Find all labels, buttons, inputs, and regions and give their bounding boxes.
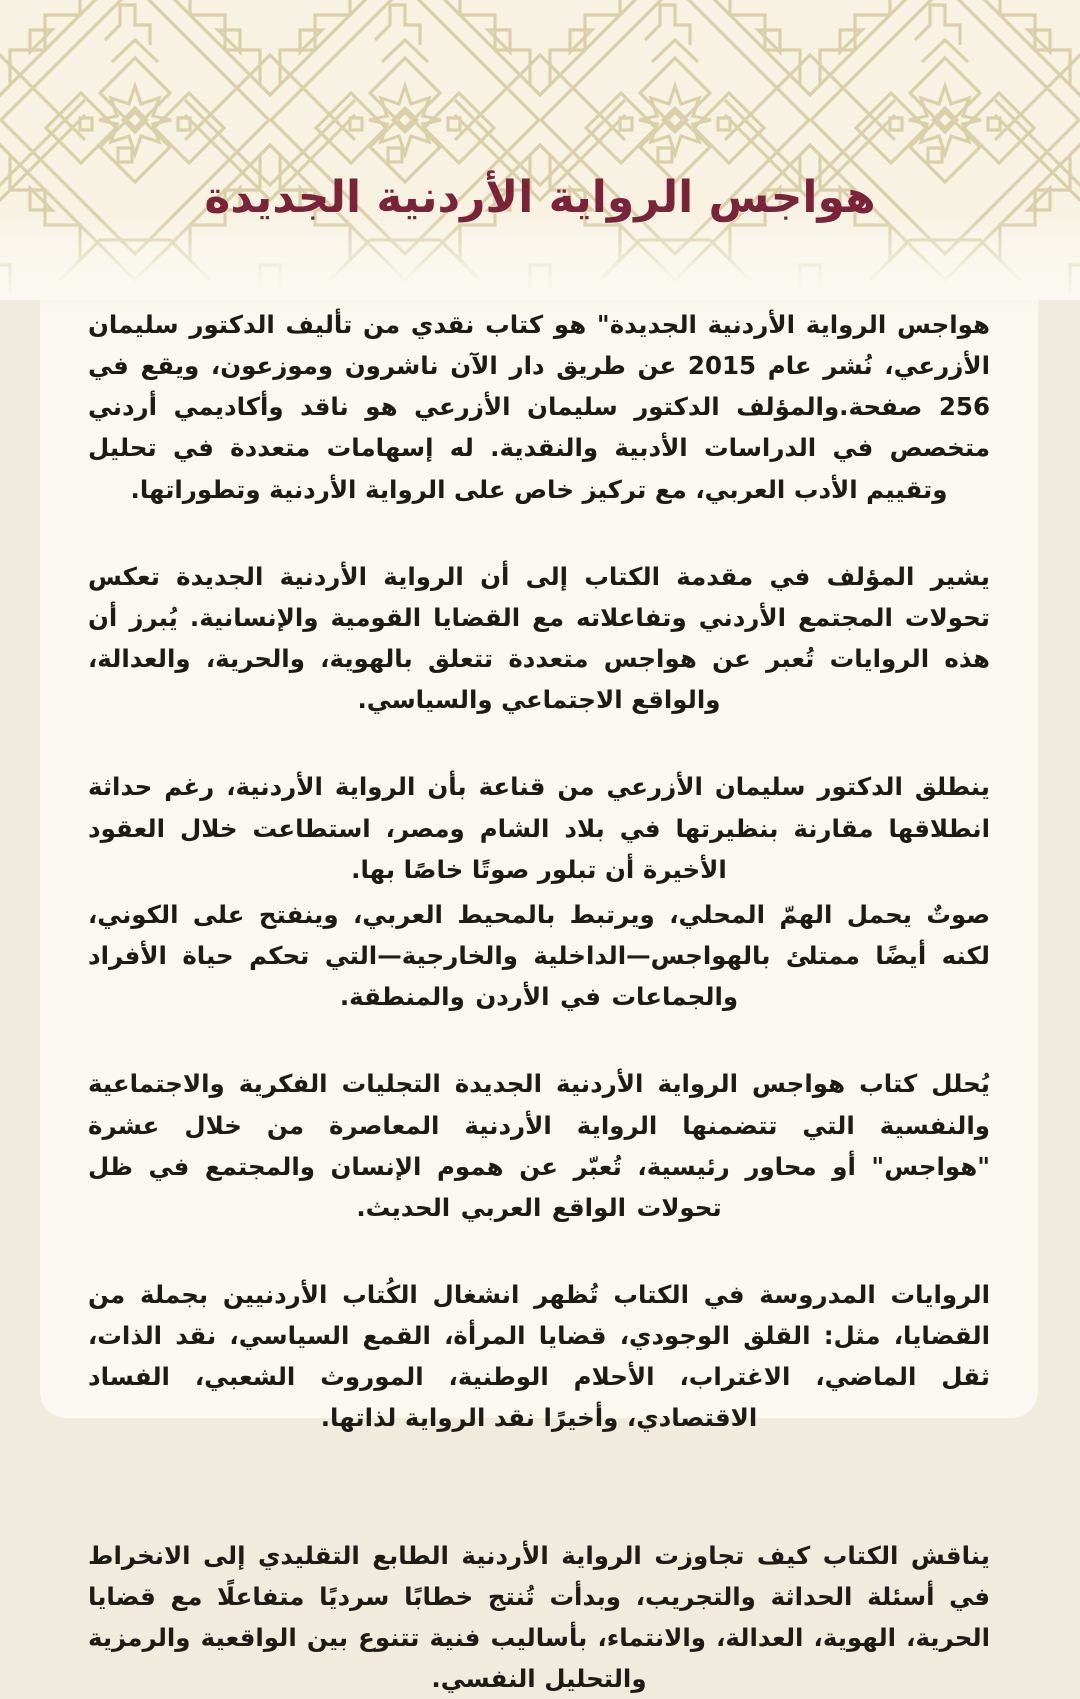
page-title: هواجس الرواية الأردنية الجديدة <box>204 172 876 223</box>
paragraph-3b: صوتٌ يحمل الهمّ المحلي، ويرتبط بالمحيط العربي، وينفتح على الكوني، لكنه أيضًا ممتلئ بالهواجس—الداخلية والخارجية—التي تحكم حياة الأفراد والجماعات في الأردن والمنطقة. <box>88 899 990 1012</box>
paragraph-6: يناقش الكتاب كيف تجاوزت الرواية الأردنية الطابع التقليدي إلى الانخراط في أسئلة الحداثة والتجريب، وبدأت تُنتج خطابًا سرديًا متفاعلًا مع قضايا الحرية، الهوية، العدالة، والانتماء، بأساليب فنية تتنوع بين الواقعية والرمزية والتحليل النفسي. <box>88 1540 990 1694</box>
paragraph-4: يُحلل كتاب هواجس الرواية الأردنية الجديدة التجليات الفكرية والاجتماعية والنفسية التي تتضمنها الرواية الأردنية المعاصرة من خلال عشرة "هواجس" أو محاور رئيسية، تُعبّر عن هموم الإنسان والمجتمع في ظل تحولات الواقع العربي الحديث. <box>88 1069 990 1222</box>
paragraph-2: يشير المؤلف في مقدمة الكتاب إلى أن الرواية الأردنية الجديدة تعكس تحولات المجتمع الأردني وتفاعلاته مع القضايا القومية والإنسانية. يُبرز أن هذه الروايات تُعبر عن هواجس متعددة تتعلق بالهوية، والحرية، والعدالة، والواقع الاجتماعي والسياسي. <box>88 561 990 715</box>
paragraph-1: هواجس الرواية الأردنية الجديدة" هو كتاب نقدي من تأليف الدكتور سليمان الأزرعي، نُشر عام 2015 عن طريق دار الآن ناشرون وموزعون، ويقع في 256 صفحة.والمؤلف الدكتور سليمان الأزرعي هو ناقد وأكاديمي أردني متخصص في الدراسات الأدبية والنقدية. له إسهامات متعددة في تحليل وتقييم الأدب العربي، مع تركيز خاص على الرواية الأردنية وتطوراتها. <box>88 310 990 504</box>
article-body <box>40 262 1038 1699</box>
ornamental-header-band <box>0 0 1080 300</box>
geometric-pattern-svg <box>0 0 1080 300</box>
paragraph-3a: ينطلق الدكتور سليمان الأزرعي من قناعة بأن الرواية الأردنية، رغم حداثة انطلاقها مقارنة بنظيرتها في بلاد الشام ومصر، استطاعت خلال العقود الأخيرة أن تبلور صوتًا خاصًا بها. <box>88 772 990 884</box>
paragraph-5: الروايات المدروسة في الكتاب تُظهر انشغال الكُتاب الأردنيين بجملة من القضايا، مثل: القلق الوجودي، قضايا المرأة، القمع السياسي، نقد الذات، ثقل الماضي، الاغتراب، الأحلام الوطنية، الموروث الشعبي، الفساد الاقتصادي، وأخيرًا نقد الرواية لذاتها. <box>88 1279 990 1433</box>
